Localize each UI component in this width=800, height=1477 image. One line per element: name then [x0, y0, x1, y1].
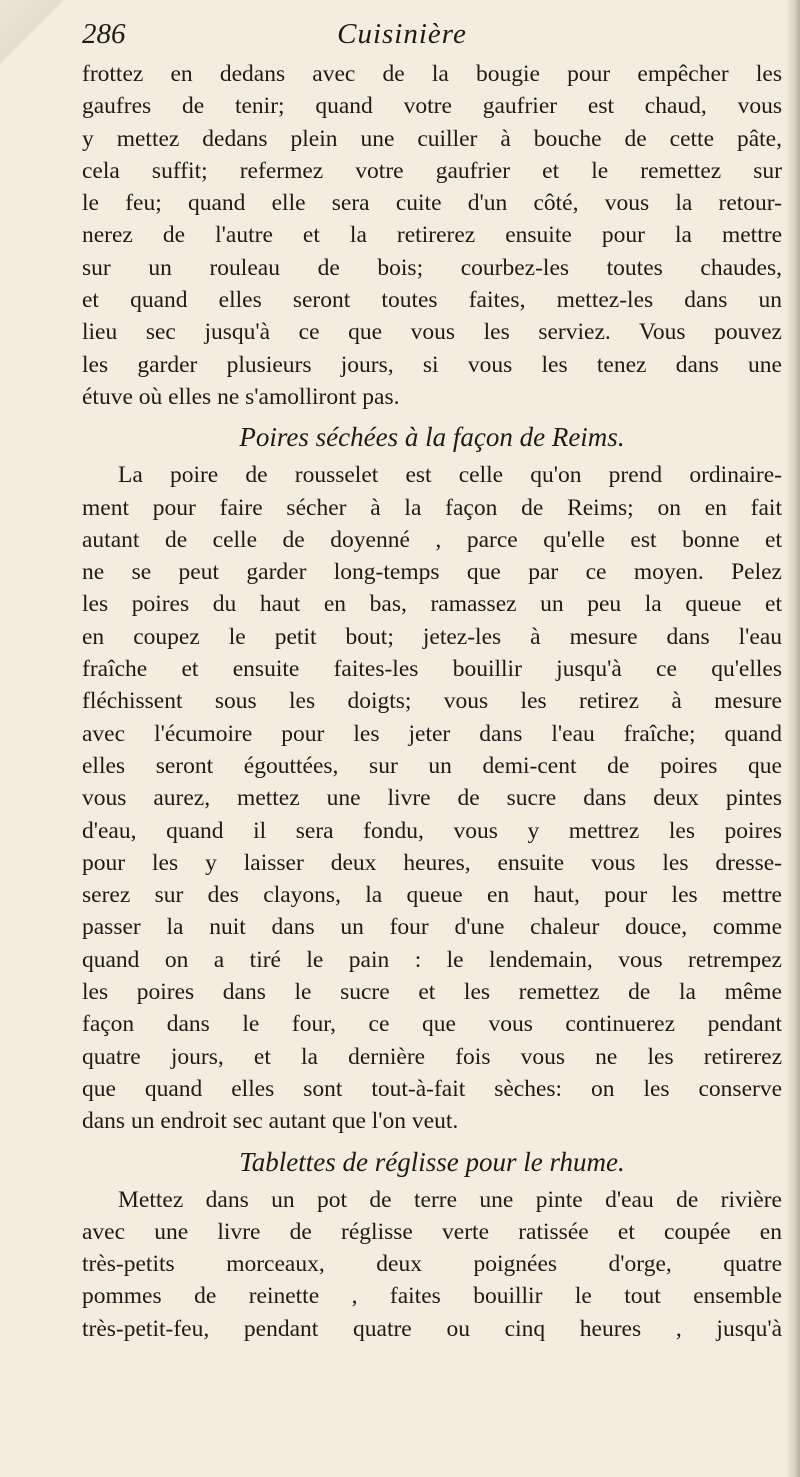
text-line: avec l'écumoire pour les jeter dans l'eau fraîche; quand: [82, 720, 782, 747]
text-line: étuve où elles ne s'amolliront pas.: [82, 383, 400, 410]
text-line: façon dans le four, ce que vous continuerez pendant: [82, 1011, 782, 1038]
text-line: en coupez le petit bout; jetez-les à mesure dans l'eau: [82, 623, 782, 650]
text-line: que quand elles sont tout-à-fait sèches: on les conserve: [82, 1075, 782, 1102]
text-line: lieu sec jusqu'à ce que vous les serviez. Vous pouvez: [82, 319, 782, 346]
text-line: très-petit-feu, pendant quatre ou cinq heures , jusqu'à: [82, 1315, 782, 1342]
text-line: quand on a tiré le pain : le lendemain, vous retrempez: [82, 946, 782, 973]
page-corner-fold: [0, 0, 70, 70]
text-line: vous aurez, mettez une livre de sucre dans deux pintes: [82, 785, 782, 812]
text-line: y mettez dedans plein une cuiller à bouche de cette pâte,: [82, 125, 782, 152]
text-line: La poire de rousselet est celle qu'on prend ordinaire-: [118, 462, 782, 489]
text-line: fléchissent sous les doigts; vous les retirez à mesure: [82, 688, 782, 715]
section-heading-poires: Poires séchées à la façon de Reims.: [239, 422, 625, 453]
text-line: pour les y laisser deux heures, ensuite vous les dresse-: [82, 849, 782, 876]
text-line: elles seront égouttées, sur un demi-cent de poires que: [82, 752, 782, 779]
text-line: fraîche et ensuite faites-les bouillir jusqu'à ce qu'elles: [82, 656, 782, 683]
text-line: serez sur des clayons, la queue en haut, pour les mettre: [82, 882, 782, 909]
page-edge-shadow: [786, 0, 800, 1477]
section-paragraph-poires: [82, 459, 782, 1137]
page-body: [82, 58, 782, 1345]
text-line: autant de celle de doyenné , parce qu'elle est bonne et: [82, 526, 782, 553]
text-line: très-petits morceaux, deux poignées d'orge, quatre: [82, 1251, 782, 1278]
text-line: avec une livre de réglisse verte ratissée et coupée en: [82, 1218, 782, 1245]
text-line: frottez en dedans avec de la bougie pour empêcher les: [82, 61, 782, 87]
text-line: sur un rouleau de bois; courbez-les toutes chaudes,: [82, 254, 782, 281]
text-line: pommes de reinette , faites bouillir le tout ensemble: [82, 1283, 782, 1310]
text-line: les poires du haut en bas, ramassez un peu la queue et: [82, 591, 782, 618]
text-line: dans un endroit sec autant que l'on veut.: [82, 1108, 459, 1135]
running-head: [82, 18, 722, 54]
text-line: d'eau, quand il sera fondu, vous y mettrez les poires: [82, 817, 782, 844]
text-line: ment pour faire sécher à la façon de Reims; on en fait: [82, 494, 782, 521]
section-heading-tablettes: Tablettes de réglisse pour le rhume.: [239, 1146, 625, 1177]
text-line: ne se peut garder long-temps que par ce moyen. Pelez: [82, 559, 782, 586]
text-line: le feu; quand elle sera cuite d'un côté, vous la retour-: [82, 190, 782, 217]
text-line: passer la nuit dans un four d'une chaleur douce, comme: [82, 914, 782, 941]
text-line: les garder plusieurs jours, si vous les tenez dans une: [82, 351, 782, 378]
running-title: Cuisinière: [337, 18, 467, 50]
text-line: et quand elles seront toutes faites, mettez-les dans un: [82, 287, 782, 314]
text-line: Mettez dans un pot de terre une pinte d'eau de rivière: [118, 1186, 782, 1213]
text-line: cela suffit; refermez votre gaufrier et le remettez sur: [82, 157, 782, 184]
text-line: les poires dans le sucre et les remettez de la même: [82, 979, 782, 1006]
intro-paragraph: [82, 58, 782, 413]
text-line: quatre jours, et la dernière fois vous ne les retirerez: [82, 1043, 782, 1070]
text-line: gaufres de tenir; quand votre gaufrier est chaud, vous: [82, 93, 782, 120]
section-paragraph-tablettes: [82, 1184, 782, 1345]
page-number: 286: [82, 18, 126, 50]
text-line: nerez de l'autre et la retirerez ensuite pour la mettre: [82, 222, 782, 249]
